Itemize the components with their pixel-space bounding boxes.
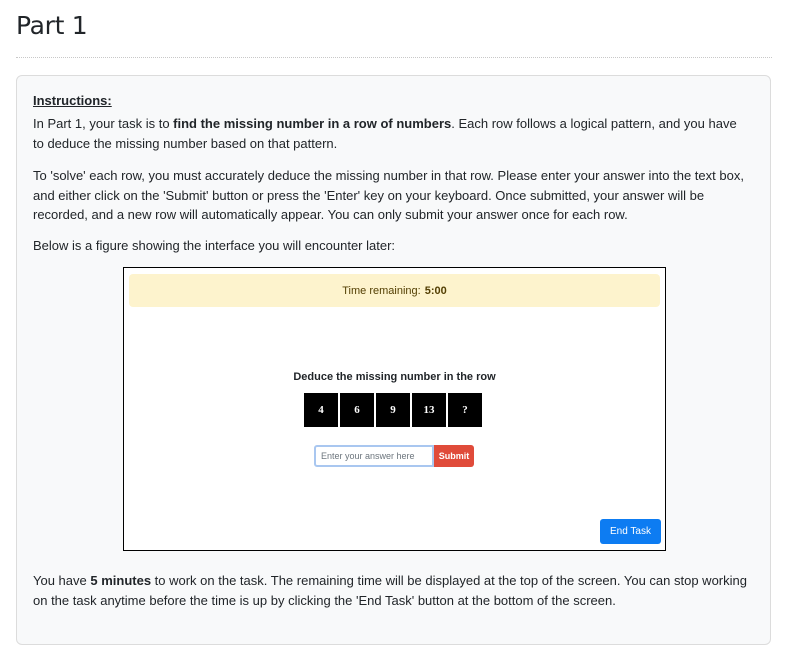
instructions-paragraph-4: [33, 571, 751, 610]
answer-input[interactable]: [314, 445, 434, 467]
instructions-paragraph-1: [33, 114, 751, 153]
number-row: [304, 393, 482, 427]
title-divider: [16, 57, 772, 58]
instructions-heading: Instructions:: [33, 93, 112, 108]
end-task-button[interactable]: End Task: [600, 519, 661, 544]
timer-value: 5:00: [424, 284, 447, 297]
timer-bar: [129, 274, 660, 307]
number-cell: 13: [412, 393, 446, 427]
missing-number-cell: ?: [448, 393, 482, 427]
page-title: Part 1: [16, 11, 88, 40]
interface-figure: [123, 267, 666, 551]
timer-label: Time remaining:: [342, 284, 421, 297]
p1-text-after: . Each row follows a logical pattern, and you have to deduce the missing number based on that pattern.: [33, 116, 737, 151]
number-cell: 6: [340, 393, 374, 427]
p4-text-before: You have: [33, 573, 91, 588]
p1-text-before: In Part 1, your task is to: [33, 116, 174, 131]
instructions-paragraph-3: Below is a figure showing the interface you will encounter later:: [33, 238, 396, 253]
task-title: Deduce the missing number in the row: [293, 371, 496, 383]
p4-text-after: to work on the task. The remaining time will be displayed at the top of the screen. You can stop working on the task anytime before the time is up by clicking the 'End Task' button at the bottom of the screen.: [33, 573, 747, 608]
number-cell: 4: [304, 393, 338, 427]
p4-bold-text: 5 minutes: [90, 573, 152, 588]
instructions-paragraph-2: To 'solve' each row, you must accurately deduce the missing number in that row. Please enter your answer into the text box, and either click on the 'Submit' button or press the 'Enter' key on your keyboard. Once submitted, your answer will be recorded, and a new row will automatically appear. You can only submit your answer once for each row.: [33, 168, 744, 222]
number-cell: 9: [376, 393, 410, 427]
submit-button[interactable]: Submit: [434, 445, 474, 467]
p1-bold-text: find the missing number in a row of numbers: [173, 116, 452, 131]
answer-row: [314, 445, 474, 467]
